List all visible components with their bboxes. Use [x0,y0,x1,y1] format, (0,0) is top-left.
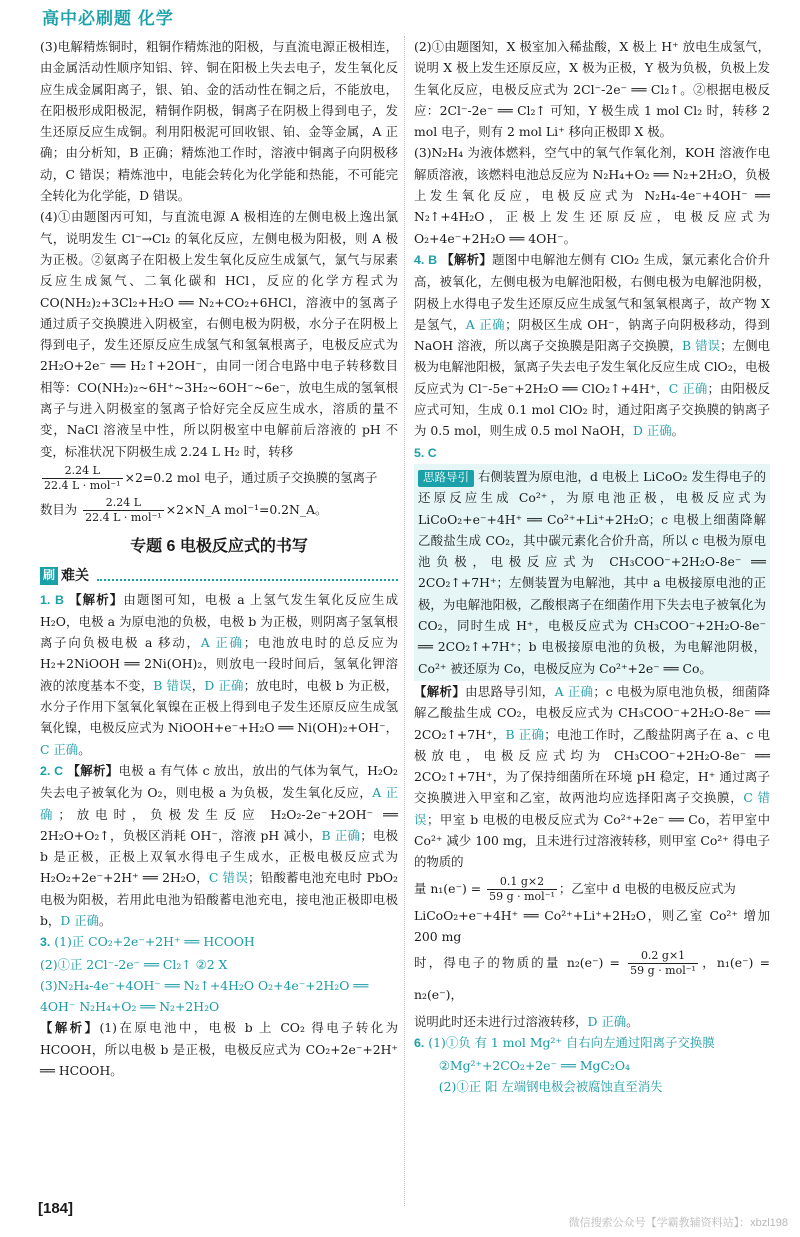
answer-5-number: 5. C [414,445,437,460]
answer-5-conclusion: 说明此时还未进行过溶液转移，D 正确。 [414,1014,639,1030]
fraction-2: $\frac{2.24 L}{\text{22.4 L · mol⁻¹}}$ [85,495,162,524]
answer-5-analysis: 【解析】由思路导引知，A 正确；c 电极为原电池负极，细菌降解乙酸盐生成 CO₂，电极反应式为 CH₃COO⁻+2H₂O-8e⁻ ══ 2CO₂↑+7H⁺，B 正确；电池工作时，乙酸盐阴离子在 a、c 电极放电，电极反应式均为 CH₃COO⁻+2H₂O-8e⁻ ══ 2CO₂↑+7H⁺，为了保持细菌所在环境 pH 稳定，H⁺ 通过离子交换膜进入甲室和乙室，故两池均应选择阳离子交换膜，C 错误；甲室 b 电极的电极反应式为 Co²⁺+2e⁻ ══ Co，若甲室中 Co²⁺ 减少 100 mg，且未进行过溶液转移，则甲室 Co²⁺ 得电子的物质的 [414,683,771,870]
fraction-line-1: $\frac{2.24 L}{\text{22.4 L · mol⁻¹}}$ ×2=0.2 mol 电子，通过质子交换膜的氢离子 [44,463,378,492]
answer-5-fraction-1: 量 n₁(e⁻) = $\frac{0.1 g\times 2}{\text{59 g · mol⁻¹}}$ ；乙室中 d 电极的电极反应式为 [414,874,736,903]
section-bar [40,565,398,586]
answer-1: 1. B 【解析】由题图可知，电极 a 上氢气发生氧化反应生成 H₂O，电极 a 为原电池的负极，电极 b 为正极，则阴离子氢氧根离子向负极电极 a 移动，A 正确；电池放电时的总反应为 H₂+2NiOOH ══ 2Ni(OH)₂，则放电一段时间后，氢氧化钾溶液的浓度基本不变，B 错误，D 正确；放电时，电极 b 为正极，水分子作用下氢氧化氧镍在正极上得到电子发生还原反应生成氢氧化镍，电极反应式为 NiOOH+e⁻+H₂O ══ Ni(OH)₂+OH⁻，C 正确。 [40,591,399,757]
answer-6: 6. (1)①负 有 1 mol Mg²⁺ 自右向左通过阳离子交换膜 [414,1035,715,1051]
fraction-4: $\frac{0.2 g\times 1}{\text{59 g · mol⁻¹}}$ [630,949,696,978]
answer-2: 2. C 【解析】电极 a 有气体 c 放出，放出的气体为氧气，H₂O₂ 失去电子被氧化为 O₂，则电极 a 为负极，发生氧化反应，A 正确；放电时，负极发生反应 H₂O₂-2e⁻+2OH⁻ ══ 2H₂O+O₂↑，负极区消耗 OH⁻，溶液 pH 减小，B 正确；电极 b 是正极，正极上双氧水得电子生成水，正极电极反应式为 H₂O₂+2e⁻+2H⁺ ══ 2H₂O，C 错误；铅酸蓄电池充电时 PbO₂ 电极为阳极，若用此电池为铅酸蓄电池充电，接电池正极即电极 b，D 正确。 [40,762,399,928]
page-number: [184] [38,1200,74,1217]
answer-3: 3. (1)正 CO₂+2e⁻+2H⁺ ══ HCOOH [40,934,255,950]
hint-text: 右侧装置为原电池，d 电极上 LiCoO₂ 发生得电子的还原反应生成 Co²⁺，为原电池正极，电极反应式为 LiCoO₂+e⁻+4H⁺ ══ Co²⁺+Li⁺+2H₂O；c 电极上细菌降解乙酸盐生成 CO₂，其中碳元素化合价升高，所以 c 电极为原电池负极，电极反应式为 CH₃COO⁻+2H₂O-8e⁻ ══ 2CO₂↑+7H⁺；左侧装置为电解池，其中 a 电极接原电池的正极，为电解池阳极，乙酸根离子在细菌作用下失去电子被氧化为 CO₂，同时生成 H⁺，电极反应式为 CH₃COO⁻+2H₂O-8e⁻ ══ 2CO₂↑+7H⁺；b 电极接原电池的负极，为电解池阴极，Co²⁺ 被还原为 Co，电极反应为 Co²⁺+2e⁻ ══ Co。 [418,468,766,676]
answer-6-line-2: ②Mg²⁺+2CO₂+2e⁻ ══ MgC₂O₄ [438,1057,631,1073]
answer-3-line-2: (2)①正 2Cl⁻-2e⁻ ══ Cl₂↑ ②2 X [40,956,228,972]
paragraph-4: (4)①由题图丙可知，与直流电源 A 极相连的左侧电极上逸出氯气，说明发生 Cl⁻→Cl₂ 的氧化反应，左侧电极为阳极，则 A 极为正极。②氨离子在阳极上发生氧化反应生成氯气，氯气与尿素反应生成氮气、二氧化碳和 HCl，反应的化学方程式为 CO(NH₂)₂+3Cl₂+H₂O ══ N₂+CO₂+6HCl，溶液中的氢离子通过质子交换膜进入阴极室，右侧电极为阴极，水分子在阴极上得到电子，发生还原反应生成氢气和氢氧根离子，电极反应式为 2H₂O+2e⁻ ══ H₂↑+2OH⁻，由同一闭合电路中电子转移数目相等：CO(NH₂)₂~6H⁺~3H₂~6OH⁻~6e⁻，放电生成的氢氧根离子与进入阴极室的氢离子恰好完全反应生成水，溶质的量不变，NaCl 溶液呈中性，所以阴极室中电解前后溶液的 pH 不变，标准状况下阴极生成 2.24 L H₂ 时，转移 [40,209,398,459]
hint-box [414,464,770,681]
answer-6-line-3: (2)①正 阳 左端钢电极会被腐蚀直至消失 [438,1079,663,1095]
dotted-rule [97,571,398,581]
right-paragraph-1: (2)①由题图知，X 极室加入稀盐酸，X 极上 H⁺ 放电生成氢气，说明 X 极上发生还原反应，X 极为正极，Y 极为负极，负极上发生氧化反应，电极反应式为 2Cl⁻-2e⁻ ══ Cl₂↑。②根据电极反应：2Cl⁻-2e⁻ ══ Cl₂↑ 可知，Y 极生成 1 mol Cl₂ 时，转移 2 mol 电子，则有 2 mol Li⁺ 移向正极即 X 极。 [414,39,770,140]
right-column [414,36,770,1097]
watermark: 微信搜索公众号【学霸教辅资料站】：xbzl198 [568,1217,788,1229]
shua-icon: 刷 [40,567,58,585]
answer-5-fraction-2: 时，得电子的物质的量 n₂(e⁻) = $\frac{0.2 g\times 1}{\text{59 g · mol⁻¹}}$ ，n₁(e⁻) = n₂(e⁻)， [414,949,770,1003]
fraction-1: $\frac{2.24 L}{\text{22.4 L · mol⁻¹}}$ [44,463,121,492]
fraction-line-2: 数目为 $\frac{2.24 L}{\text{22.4 L · mol⁻¹}}$ ×2×N_A mol⁻¹=0.2N_A。 [40,495,328,524]
answer-3-line-4: 4OH⁻ N₂H₄+O₂ ══ N₂+2H₂O [40,999,220,1015]
answer-4: 4. B 【解析】题图中电解池左侧有 ClO₂ 生成，氯元素化合价升高，被氧化，左侧电极为电解池阳极，右侧电极为电解池阴极，阴极上水得电子发生还原反应生成氢气和氢氧根离子，故产物 X 是氢气，A 正确；阴极区生成 OH⁻，钠离子向阴极移动，得到 NaOH 溶液，所以离子交换膜是阳离子交换膜，B 错误；左侧电极为电解池阳极，氯离子失去电子发生氧化反应生成 ClO₂，电极反应式为 Cl⁻-5e⁻+2H₂O ══ ClO₂↑+4H⁺，C 正确；由阳极反应式可知，生成 0.1 mol ClO₂ 时，通过阳离子交换膜的钠离子为 0.5 mol，则生成 0.5 mol NaOH，D 正确。 [414,251,771,439]
answer-3-analysis: 【解析】(1)在原电池中，电极 b 上 CO₂ 得电子转化为 HCOOH，所以电极 b 是正极，电极反应式为 CO₂+2e⁻+2H⁺ ══ HCOOH。 [40,1020,399,1079]
right-paragraph-2: (3)N₂H₄ 为液体燃料，空气中的氧气作氧化剂，KOH 溶液作电解质溶液，该燃料电池总反应为 N₂H₄+O₂ ══ N₂+2H₂O，负极上发生氧化反应，电极反应式为 N₂H₄-4e⁻+4OH⁻ ══ N₂↑+4H₂O，正极上发生还原反应，电极反应式为 O₂+4e⁻+2H₂O ══ 4OH⁻。 [414,145,770,246]
paragraph-3: (3)电解精炼铜时，粗铜作精炼池的阳极，与直流电源正极相连，由金属活动性顺序知铝、锌、铜在阳极上失去电子，发生氧化反应生成金属阳离子，银、铂、金的活动性在铜之后，不能放电，在阳极形成阳极泥，精铜作阴极，铜离子在阴极上得到电子，发生还原反应生成铜。利用阳极泥可回收银、铂、金等金属，A 正确；由分析知，B 正确；精炼池工作时，溶液中铜离子向阴极移动，C 错误；精炼池中，电能会转化为化学能和热能，不可能完全转化为化学能，D 错误。 [40,39,398,204]
topic-title: 专题 6 电极反应式的书写 [130,537,308,555]
page-header: 高中必刷题 化学 [42,9,174,28]
fraction-3: $\frac{0.1 g\times 2}{\text{59 g · mol⁻¹}}$ [489,874,555,903]
column-divider [404,36,406,1206]
answer-3-line-3: (3)N₂H₄-4e⁻+4OH⁻ ══ N₂↑+4H₂O O₂+4e⁻+2H₂O ══ [40,977,369,993]
hint-tag: 思路导引 [418,470,474,487]
left-column [40,36,398,1081]
answer-5-line: LiCoO₂+e⁻+4H⁺ ══ Co²⁺+Li⁺+2H₂O，则乙室 Co²⁺ 增加 200 mg [414,907,770,944]
section-label: 难关 [61,567,89,584]
